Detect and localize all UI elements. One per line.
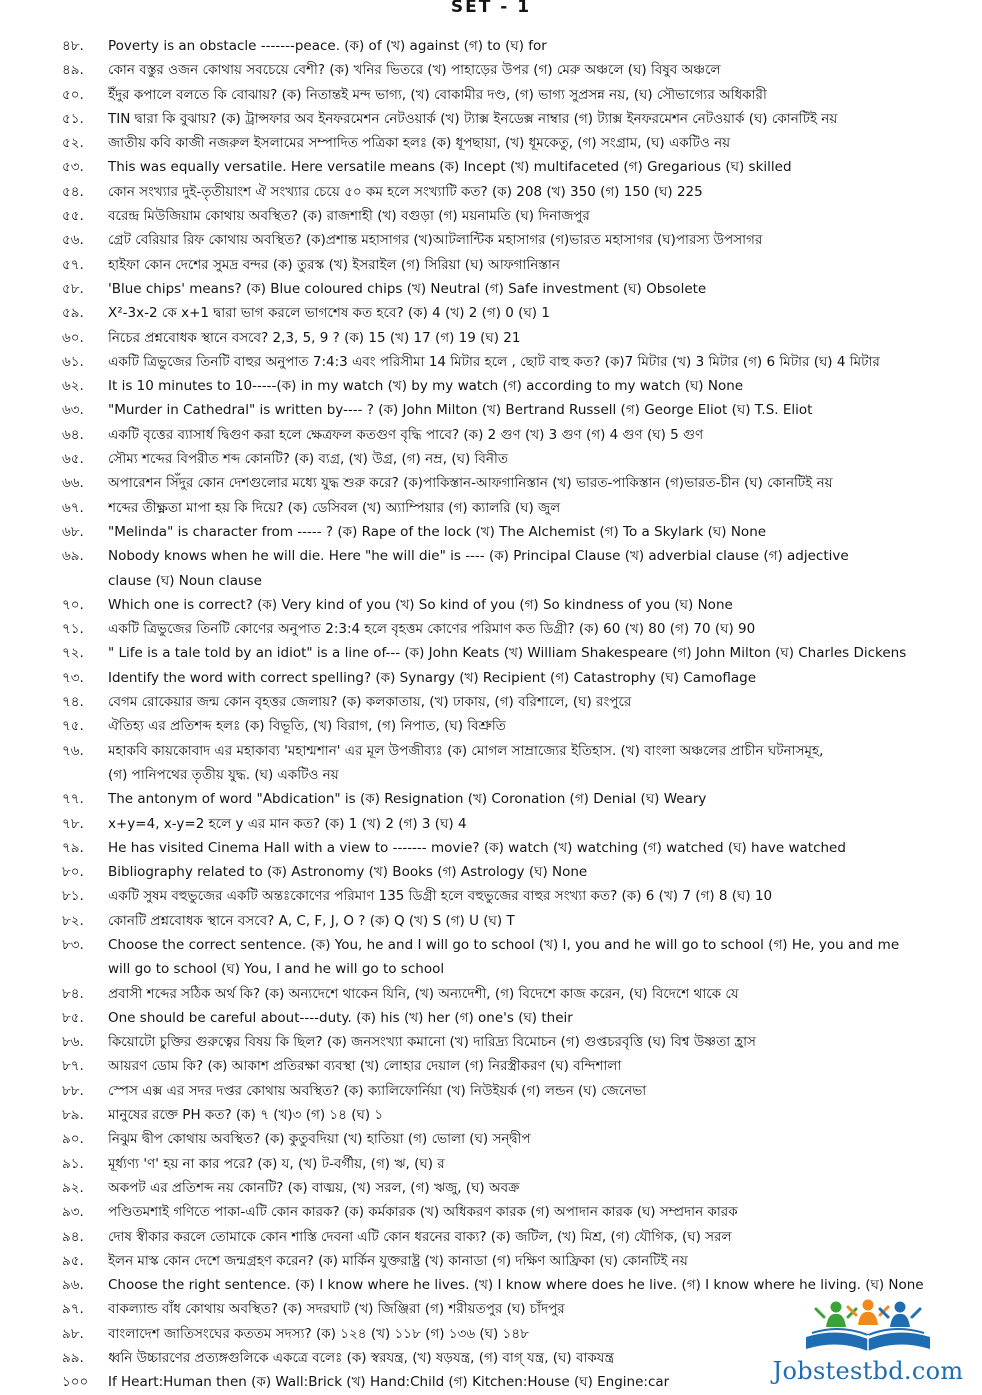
question-text	[108, 374, 932, 398]
question-text	[108, 350, 932, 374]
question-text	[108, 277, 932, 301]
question-number: ৭১.	[62, 621, 84, 638]
question-line: একটি ত্রিভুজের তিনটি কোণের অনুপাত 2:3:4 হলে বৃহত্তম কোণের পরিমাণ কত ডিগ্রী? (ক) 60 (খ) 80 (গ) 70 (ঘ) 90	[108, 621, 756, 638]
question-text	[108, 544, 932, 593]
question-row	[62, 228, 932, 252]
question-row	[62, 253, 932, 277]
question-number: ৮৫.	[62, 1009, 84, 1026]
question-line: He has visited Cinema Hall with a view to ------- movie? (ক) watch (খ) watching (গ) watched (ঘ) have watched	[108, 839, 846, 856]
question-row	[62, 714, 932, 738]
question-number: ৫৪.	[62, 183, 84, 200]
people-on-book-icon	[798, 1299, 938, 1355]
question-number: ৮১.	[62, 888, 84, 905]
question-text	[108, 884, 932, 908]
question-row	[62, 1054, 932, 1078]
question-line: গ্রেট বেরিয়ার রিফ কোথায় অবস্থিত? (ক)প্রশান্ত মহাসাগর (খ)আটলান্টিক মহাসাগর (গ)ভারত মহাসাগর (ঘ)পারস্য উপসাগর	[108, 232, 763, 249]
question-row	[62, 666, 932, 690]
question-row	[62, 690, 932, 714]
question-line: Nobody knows when he will die. Here "he will die" is ---- (ক) Principal Clause (খ) adverbial clause (গ) adjective	[108, 548, 849, 565]
question-number: ৭৯.	[62, 839, 84, 856]
question-row	[62, 1152, 932, 1176]
question-number: ৫০.	[62, 86, 84, 103]
question-line: বেগম রোকেয়ার জন্ম কোন বৃহত্তর জেলায়? (ক) কলকাতায়, (খ) ঢাকায়, (গ) বরিশালে, (ঘ) রংপুরে	[108, 694, 632, 711]
question-row	[62, 155, 932, 179]
question-text	[108, 180, 932, 204]
question-text	[108, 739, 932, 788]
question-text	[108, 1103, 932, 1127]
question-text	[108, 228, 932, 252]
question-row	[62, 593, 932, 617]
question-number: ৭৬.	[62, 742, 84, 759]
question-text	[108, 812, 932, 836]
question-line: দোষ স্বীকার করলে তোমাকে কোন শাস্তি দেবনা এটি কোন ধরনের বাক্য? (ক) জটিল, (খ) মিশ্র, (গ) যৌগিক, (ঘ) সরল	[108, 1228, 732, 1245]
question-row	[62, 520, 932, 544]
question-text	[108, 520, 932, 544]
question-number: ৬১.	[62, 353, 84, 370]
question-line: "Melinda" is character from ----- ? (ক) Rape of the lock (খ) The Alchemist (গ) To a Skylark (ঘ) None	[108, 523, 767, 540]
question-line: কিয়োটো চুক্তির গুরুত্বের বিষয় কি ছিল? (ক) জনসংখ্যা কমানো (খ) দারিদ্র্য বিমোচন (গ) গুপ্তচরবৃত্তি (ঘ) বিশ্ব উষ্ণতা হ্রাস	[108, 1034, 756, 1051]
question-line: ইঁদুর কপালে বলতে কি বোঝায়? (ক) নিতান্তই মন্দ ভাগ্য, (খ) বোকামীর দণ্ড, (গ) ভাগ্য সুপ্রসন্ন নয়, (ঘ) সৌভাগ্যের অধিকারী	[108, 86, 767, 103]
question-text	[108, 909, 932, 933]
question-number: ৬৫.	[62, 451, 84, 468]
question-row	[62, 1249, 932, 1273]
question-row	[62, 739, 932, 788]
question-number: ৯৩.	[62, 1204, 84, 1221]
question-text	[108, 155, 932, 179]
question-line: কোনটি প্রশ্নবোধক স্থানে বসবে? A, C, F, J, O ? (ক) Q (খ) S (গ) U (ঘ) T	[108, 912, 515, 929]
question-line: আয়রণ ডোম কি? (ক) আকাশ প্রতিরক্ষা ব্যবস্থা (খ) লোহার দেয়াল (গ) নিরস্ত্রীকরণ (ঘ) বন্দিশালা	[108, 1058, 622, 1075]
question-number: ৯৪.	[62, 1228, 84, 1245]
question-line: One should be careful about----duty. (ক) his (খ) her (গ) one's (ঘ) their	[108, 1009, 573, 1026]
question-number: ৫৩.	[62, 159, 84, 176]
question-text	[108, 666, 932, 690]
question-text	[108, 107, 932, 131]
question-row	[62, 180, 932, 204]
question-line: The antonym of word "Abdication" is (ক) Resignation (খ) Coronation (গ) Denial (ঘ) Weary	[108, 791, 707, 808]
question-text	[108, 1249, 932, 1273]
question-row	[62, 1200, 932, 1224]
question-row	[62, 447, 932, 471]
question-text	[108, 34, 932, 58]
question-text	[108, 593, 932, 617]
question-text	[108, 58, 932, 82]
question-row	[62, 1127, 932, 1151]
question-line: একটি বৃত্তের ব্যাসার্ধ দ্বিগুণ করা হলে ক্ষেত্রফল কতগুণ বৃদ্ধি পাবে? (ক) 2 গুণ (খ) 3 গুণ (গ) 4 গুণ (ঘ) 5 গুণ	[108, 426, 704, 443]
question-text	[108, 714, 932, 738]
question-text	[108, 301, 932, 325]
question-line: একটি ত্রিভুজের তিনটি বাহুর অনুপাত 7:4:3 এবং পরিসীমা 14 মিটার হলে , ছোট বাহু কত? (ক)7 মিটার (খ) 3 মিটার (গ) 6 মিটার (ঘ) 4 মিটার	[108, 353, 880, 370]
question-text	[108, 1152, 932, 1176]
question-text	[108, 1030, 932, 1054]
question-number: ৯১.	[62, 1155, 84, 1172]
question-line: Bibliography related to (ক) Astronomy (খ) Books (গ) Astrology (ঘ) None	[108, 864, 588, 881]
question-row	[62, 58, 932, 82]
question-text	[108, 1225, 932, 1249]
question-line: ঐতিহ্য এর প্রতিশব্দ হলঃ (ক) বিভূতি, (খ) বিরাগ, (গ) নিপাত, (ঘ) বিশ্রুতি	[108, 718, 506, 735]
question-number: ৮২.	[62, 912, 84, 929]
question-row	[62, 277, 932, 301]
question-text	[108, 836, 932, 860]
question-text	[108, 1176, 932, 1200]
question-line: Which one is correct? (ক) Very kind of you (খ) So kind of you (গ) So kindness of you (ঘ) None	[108, 596, 733, 613]
question-number: ৫৯.	[62, 305, 84, 322]
logo-text: Jobstestbd.com	[772, 1357, 964, 1385]
question-row	[62, 860, 932, 884]
question-text	[108, 83, 932, 107]
question-row	[62, 471, 932, 495]
question-line: ইলন মাস্ক কোন দেশে জন্মগ্রহণ করেন? (ক) মার্কিন যুক্তরাষ্ট্র (খ) কানাডা (গ) দক্ষিণ আফ্রিকা (ঘ) কোনটিই নয়	[108, 1252, 688, 1269]
question-number: ১০০	[62, 1374, 89, 1391]
question-text	[108, 933, 932, 982]
question-line: মূর্ধ্যণ্য 'ণ' হয় না কার পরে? (ক) য, (খ) ট-বর্গীয়, (গ) ঋ, (ঘ) র	[108, 1155, 445, 1172]
question-text	[108, 423, 932, 447]
question-line: x+y=4, x-y=2 হলে y এর মান কত? (ক) 1 (খ) 2 (গ) 3 (ঘ) 4	[108, 815, 467, 832]
question-number: ৫৬.	[62, 232, 84, 249]
question-line: মানুষের রক্তে PH কত? (ক) ৭ (খ)৩ (গ) ১৪ (ঘ) ১	[108, 1107, 384, 1124]
question-number: ৭৪.	[62, 694, 84, 711]
question-line: স্পেস এক্স এর সদর দপ্তর কোথায় অবস্থিত? (ক) ক্যালিফোর্নিয়া (খ) নিউইয়র্ক (গ) লন্ডন (ঘ) জেনেভা	[108, 1082, 647, 1099]
question-number: ৭৩.	[62, 669, 84, 686]
question-text	[108, 398, 932, 422]
question-row	[62, 34, 932, 58]
question-row	[62, 909, 932, 933]
question-line: প্রবাসী শব্দের সঠিক অর্থ কি? (ক) অন্যদেশে থাকেন যিনি, (খ) অন্যদেশী, (গ) বিদেশে কাজ করেন, (ঘ) বিদেশে থাকে যে	[108, 985, 739, 1002]
question-line: বাংলাদেশ জাতিসংঘের কততম সদস্য? (ক) ১২৪ (খ) ১১৮ (গ) ১৩৬ (ঘ) ১৪৮	[108, 1325, 529, 1342]
question-row	[62, 1273, 932, 1297]
question-number: ৯৬.	[62, 1277, 84, 1294]
question-line: ধ্বনি উচ্চারণের প্রত্যঙ্গগুলিকে একত্রে বলেঃ (ক) স্বরযন্ত্র, (খ) ষড়যন্ত্র, (গ) বাগ্ যন্ত্র, (ঘ) বাকযন্ত্র	[108, 1350, 614, 1367]
question-number: ৬৩.	[62, 402, 84, 419]
question-number: ৪৯.	[62, 62, 84, 79]
question-line: X²-3x-2 কে x+1 দ্বারা ভাগ করলে ভাগশেষ কত হবে? (ক) 4 (খ) 2 (গ) 0 (ঘ) 1	[108, 305, 550, 322]
question-number: ৬০.	[62, 329, 84, 346]
question-number: ৭৫.	[62, 718, 84, 735]
question-row	[62, 1176, 932, 1200]
question-row	[62, 83, 932, 107]
question-line: This was equally versatile. Here versatile means (ক) Incept (খ) multifaceted (গ) Gregarious (ঘ) skilled	[108, 159, 792, 176]
question-number: ৮৬.	[62, 1034, 84, 1051]
question-number: ৭৭.	[62, 791, 84, 808]
question-number: ৫৭.	[62, 256, 84, 273]
question-text	[108, 1079, 932, 1103]
question-line: একটি সুষম বহুভুজের একটি অন্তঃকোণের পরিমাণ 135 ডিগ্রী হলে বহুভুজের বাহুর সংখ্যা কত? (ক) 6 (খ) 7 (গ) 8 (ঘ) 10	[108, 888, 773, 905]
question-number: ৮৪.	[62, 985, 84, 1002]
question-number: ৮৩.	[62, 936, 84, 953]
question-row	[62, 812, 932, 836]
question-list	[62, 34, 932, 1395]
question-text	[108, 641, 932, 665]
question-line: কোন সংখ্যার দুই-তৃতীয়াংশ ঐ সংখ্যার চেয়ে ৫০ কম হলে সংখ্যাটি কত? (ক) 208 (খ) 350 (গ) 150 (ঘ) 225	[108, 183, 703, 200]
question-number: ৯২.	[62, 1179, 84, 1196]
question-row	[62, 1225, 932, 1249]
question-number: ৭২.	[62, 645, 84, 662]
question-text	[108, 860, 932, 884]
question-number: ৫৮.	[62, 280, 84, 297]
question-text	[108, 326, 932, 350]
question-text	[108, 1200, 932, 1224]
question-number: ৪৮.	[62, 38, 84, 54]
question-line: মহাকবি কায়কোবাদ এর মহাকাব্য 'মহাশ্মশান' এর মূল উপজীব্যঃ (ক) মোগল সাম্রাজ্যের ইতিহাস. (খ) বাংলা অঞ্চলের প্রাচীন ঘটনাসমূহ,	[108, 742, 824, 759]
question-number: ৮০.	[62, 864, 84, 881]
question-line: অপারেশন সিঁদুর কোন দেশগুলোর মধ্যে যুদ্ধ শুরু করে? (ক)পাকিস্তান-আফগানিস্তান (খ) ভারত-পাকিস্তান (গ)ভারত-চীন (ঘ) কোনটিই নয়	[108, 475, 833, 492]
question-number: ৯৯.	[62, 1350, 84, 1367]
site-logo	[768, 1299, 968, 1385]
question-row	[62, 326, 932, 350]
question-row	[62, 374, 932, 398]
question-text	[108, 204, 932, 228]
question-line: হাইফা কোন দেশের সুমদ্র বন্দর (ক) তুরস্ক (খ) ইসরাইল (গ) সিরিয়া (ঘ) আফগানিস্তান	[108, 256, 560, 273]
question-line: "Murder in Cathedral" is written by---- ? (ক) John Milton (খ) Bertrand Russell (গ) George Eliot (ঘ) T.S. Eliot	[108, 402, 813, 419]
question-text	[108, 471, 932, 495]
question-text	[108, 982, 932, 1006]
question-line: নিঝুম দ্বীপ কোথায় অবস্থিত? (ক) কুতুবদিয়া (খ) হাতিয়া (গ) ভোলা (ঘ) সন্দ্বীপ	[108, 1131, 531, 1148]
question-number: ৫৫.	[62, 208, 84, 225]
question-number: ৬৯.	[62, 548, 84, 565]
question-number: ৯৭.	[62, 1301, 84, 1318]
question-number: ৬৬.	[62, 475, 84, 492]
question-line: সৌম্য শব্দের বিপরীত শব্দ কোনটি? (ক) ব্যগ্র, (খ) উগ্র, (গ) নম্র, (ঘ) বিনীত	[108, 451, 508, 468]
question-line: বাকল্যান্ড বাঁধ কোথায় অবস্থিত? (ক) সদরঘাট (খ) জিঞ্জিরা (গ) শরীয়তপুর (ঘ) চাঁদপুর	[108, 1301, 565, 1318]
question-text	[108, 447, 932, 471]
question-text	[108, 787, 932, 811]
question-line: 'Blue chips' means? (ক) Blue coloured chips (খ) Neutral (গ) Safe investment (ঘ) Obsolete	[108, 280, 707, 297]
question-line: Poverty is an obstacle -------peace. (ক) of (খ) against (গ) to (ঘ) for	[108, 38, 547, 54]
question-row	[62, 884, 932, 908]
question-row	[62, 204, 932, 228]
question-number: ৭০.	[62, 596, 84, 613]
question-text	[108, 617, 932, 641]
question-number: ৮৯.	[62, 1107, 84, 1124]
question-number: ৯৮.	[62, 1325, 84, 1342]
question-text	[108, 1054, 932, 1078]
question-continuation: clause (ঘ) Noun clause	[108, 572, 262, 589]
question-number: ৬৭.	[62, 499, 84, 516]
question-continuation: will go to school (ঘ) You, I and he will go to school	[108, 961, 445, 978]
question-line: শব্দের তীক্ষ্ণতা মাপা হয় কি দিয়ে? (ক) ডেসিবল (খ) অ্যাম্পিয়ার (গ) ক্যালরি (ঘ) জুল	[108, 499, 561, 516]
question-row	[62, 1006, 932, 1030]
question-number: ৬৮.	[62, 523, 84, 540]
question-text	[108, 1127, 932, 1151]
question-line: Choose the right sentence. (ক) I know where he lives. (খ) I know where does he live. (গ) I know where he living. (ঘ) None	[108, 1277, 924, 1294]
question-row	[62, 641, 932, 665]
question-line: If Heart:Human then (ক) Wall:Brick (খ) Hand:Child (গ) Kitchen:House (ঘ) Engine:car	[108, 1374, 670, 1391]
question-text	[108, 690, 932, 714]
question-line: জাতীয় কবি কাজী নজরুল ইসলামের সম্পাদিত পত্রিকা হলঃ (ক) ধূপছায়া, (খ) ধূমকেতু, (গ) সংগ্রাম, (ঘ) একটিও নয়	[108, 135, 731, 152]
question-line: It is 10 minutes to 10-----(ক) in my watch (খ) by my watch (গ) according to my watch (ঘ) None	[108, 378, 744, 395]
question-line: Choose the correct sentence. (ক) You, he and I will go to school (খ) I, you and he will go to school (গ) He, you and me	[108, 936, 900, 953]
question-text	[108, 131, 932, 155]
question-row	[62, 398, 932, 422]
question-row	[62, 617, 932, 641]
question-line: " Life is a tale told by an idiot" is a line of--- (ক) John Keats (খ) William Shakespeare (গ) John Milton (ঘ) Charles Dickens	[108, 645, 907, 662]
set-label: SET - 1	[450, 0, 532, 17]
question-number: ৮৭.	[62, 1058, 84, 1075]
question-line: কোন বস্তুর ওজন কোথায় সবচেয়ে বেশী? (ক) খনির ভিতরে (খ) পাহাড়ের উপর (গ) মেরু অঞ্চলে (ঘ) বিষুব অঞ্চলে	[108, 62, 721, 79]
question-row	[62, 107, 932, 131]
question-row	[62, 301, 932, 325]
question-line: বরেন্দ্র মিউজিয়াম কোথায় অবস্থিত? (ক) রাজশাহী (খ) বগুড়া (গ) ময়নামতি (ঘ) দিনাজপুর	[108, 208, 590, 225]
question-row	[62, 131, 932, 155]
question-number: ৬২.	[62, 378, 84, 395]
question-row	[62, 1079, 932, 1103]
question-row	[62, 787, 932, 811]
question-number: ৬৪.	[62, 426, 84, 443]
question-number: ৭৮.	[62, 815, 84, 832]
question-row	[62, 423, 932, 447]
question-line: নিচের প্রশ্নবোধক স্থানে বসবে? 2,3, 5, 9 ? (ক) 15 (খ) 17 (গ) 19 (ঘ) 21	[108, 329, 521, 346]
question-continuation: (গ) পানিপথের তৃতীয় যুদ্ধ. (ঘ) একটিও নয়	[108, 766, 339, 783]
question-row	[62, 350, 932, 374]
question-text	[108, 253, 932, 277]
question-text	[108, 1006, 932, 1030]
question-row	[62, 1030, 932, 1054]
question-text	[108, 496, 932, 520]
question-row	[62, 933, 932, 982]
question-number: ৮৮.	[62, 1082, 84, 1099]
question-number: ৯৫.	[62, 1252, 84, 1269]
question-row	[62, 1103, 932, 1127]
question-row	[62, 544, 932, 593]
question-line: অকপট এর প্রতিশব্দ নয় কোনটি? (ক) বাঙ্ময়, (খ) সরল, (গ) ঋজু, (ঘ) অবক্র	[108, 1179, 520, 1196]
question-number: ৯০.	[62, 1131, 84, 1148]
question-number: ৫১.	[62, 110, 84, 127]
question-row	[62, 496, 932, 520]
question-row	[62, 836, 932, 860]
question-line: TIN দ্বারা কি বুঝায়? (ক) ট্রান্সফার অব ইনফরমেশন নেটওয়ার্ক (খ) ট্যাক্স ইনডেক্স নাম্বার (গ) ট্যাক্স ইনফরমেশন নেটওয়ার্ক (ঘ) কোনটিই নয়	[108, 110, 838, 127]
question-row	[62, 982, 932, 1006]
question-text	[108, 1273, 932, 1297]
question-line: Identify the word with correct spelling? (ক) Synargy (খ) Recipient (গ) Catastrophy (ঘ) Camoflage	[108, 669, 757, 686]
question-line: পণ্ডিতমশাই গণিতে পাকা-এটি কোন কারক? (ক) কর্মকারক (খ) অধিকরণ কারক (গ) অপাদান কারক (ঘ) সম্প্রদান কারক	[108, 1204, 738, 1221]
question-number: ৫২.	[62, 135, 84, 152]
page-header	[0, 0, 982, 22]
